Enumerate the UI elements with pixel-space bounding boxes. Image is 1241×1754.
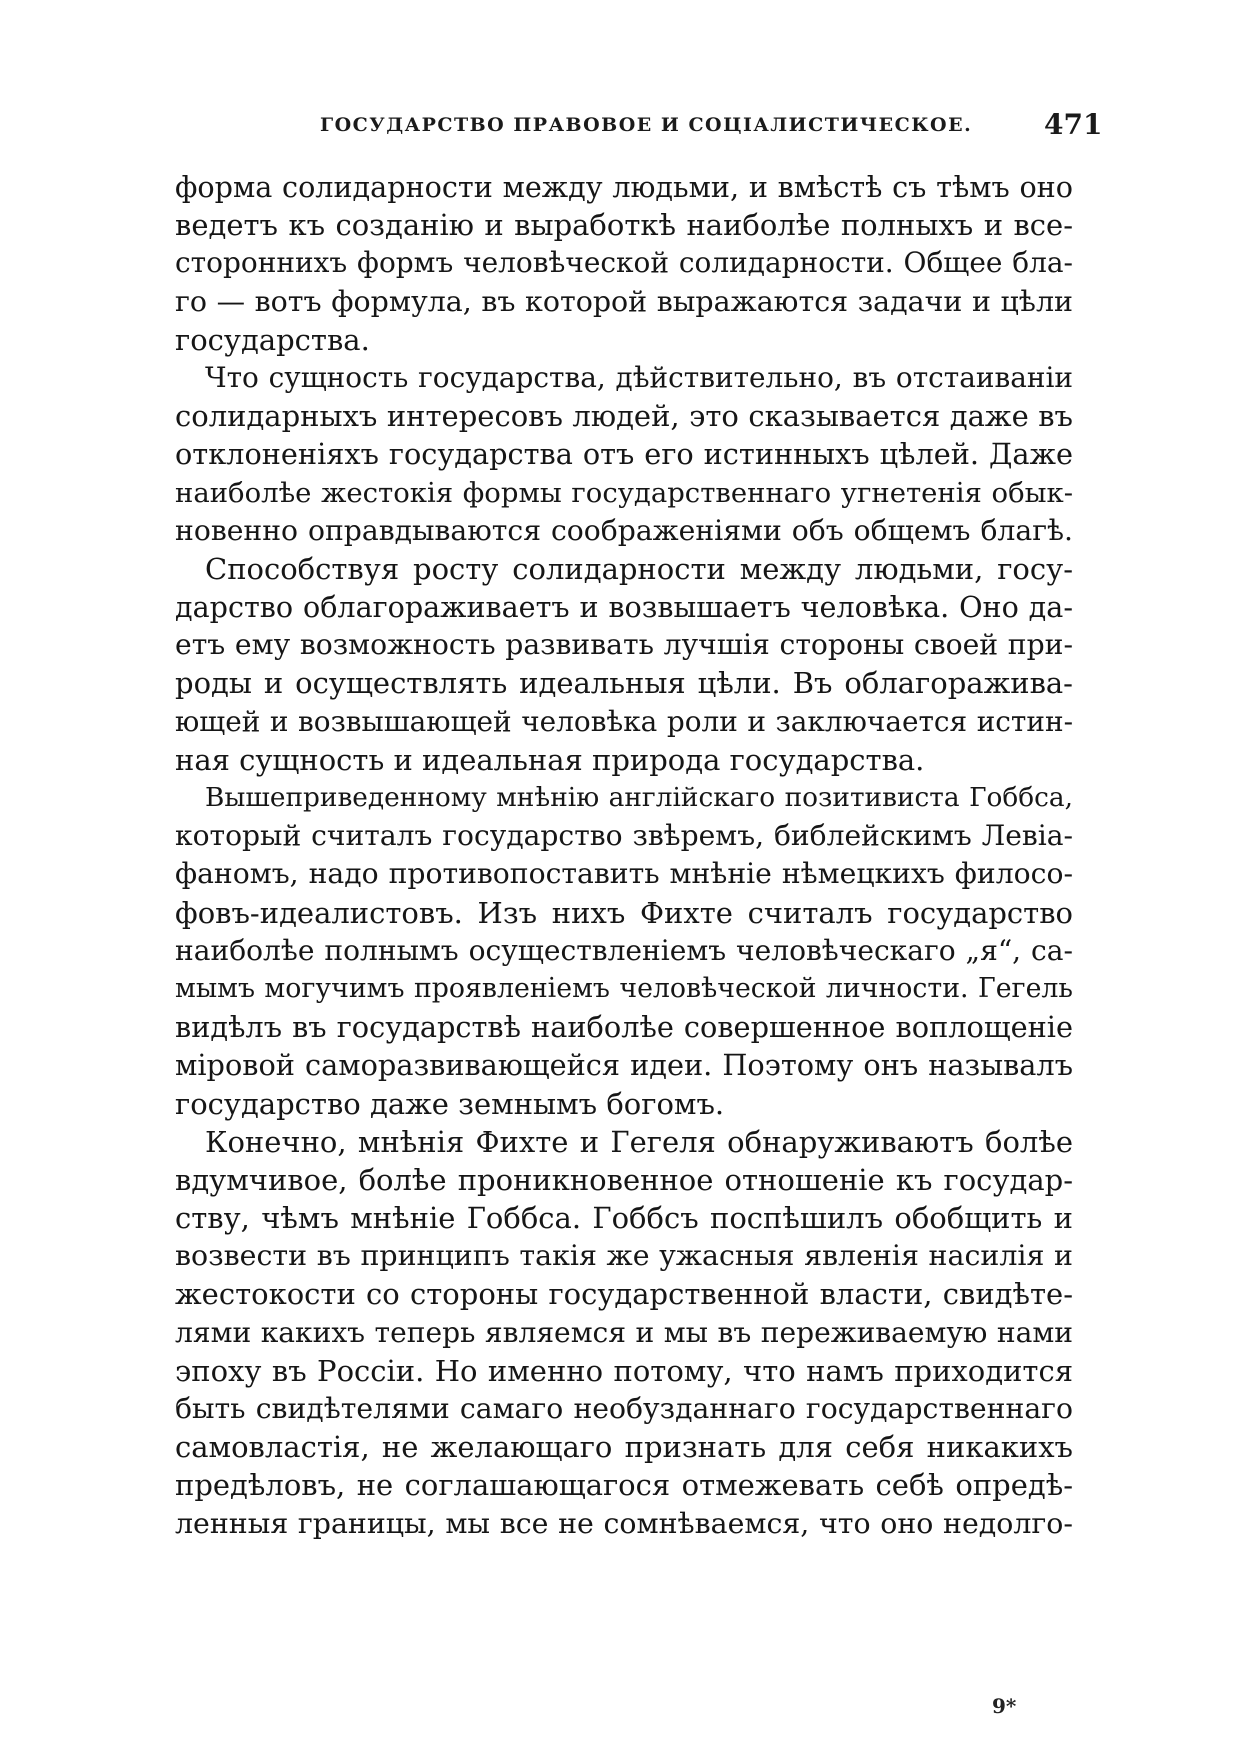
text-line: мымъ могучимъ проявленіемъ человѣческой личности. Гегель [175,972,1073,1004]
text-line: который считалъ государство звѣремъ, библейскимъ Левіа- [175,819,1073,853]
text-line: фовъ-идеалистовъ. Изъ нихъ Фихте считалъ государство [175,895,1073,930]
text-line: видѣлъ въ государствѣ наиболѣе совершенное воплощеніе [175,1010,1073,1045]
text-line: Что сущность государства, дѣйствительно, въ отстаиваніи [205,360,1073,394]
page-number: 471 [1044,108,1103,141]
text-line: государства. [175,322,370,357]
text-line: наиболѣе жестокія формы государственнаго угнетенія обык- [175,476,1073,509]
text-line: предѣловъ, не соглашающагося отмежевать себѣ опредѣ- [175,1468,1073,1503]
text-line: ленныя границы, мы все не сомнѣваемся, что оно недолго- [175,1506,1073,1540]
text-line: быть свидѣтелями самаго необузданнаго государственнаго [175,1392,1073,1425]
text-line: го — вотъ формула, въ которой выражаются задачи и цѣли [175,284,1073,318]
text-line: ству, чѣмъ мнѣніе Гоббса. Гоббсъ поспѣшилъ обобщить и [175,1201,1073,1236]
signature-mark: 9* [992,1694,1017,1718]
text-line: Конечно, мнѣнія Фихте и Гегеля обнаруживаютъ болѣе [205,1124,1073,1159]
body-text [175,168,1073,1543]
text-line: лями какихъ теперь являемся и мы въ переживаемую нами [175,1315,1073,1349]
text-line: самовластія, не желающаго признать для себя никакихъ [175,1430,1073,1465]
text-line: вдумчивое, болѣе проникновенное отношеніе къ государ- [175,1162,1073,1197]
text-line: ющей и возвышающей человѣка роли и заключается истин- [175,704,1073,738]
text-line: ная сущность и идеальная природа государства. [175,742,925,777]
text-line: дарство облагораживаетъ и возвышаетъ человѣка. Оно да- [175,590,1073,625]
text-line: возвести въ принципъ такія же ужасныя явленія насилія и [175,1239,1073,1273]
text-line: солидарныхъ интересовъ людей, это сказывается даже въ [175,399,1073,434]
text-line: роды и осуществлять идеальныя цѣли. Въ облагоражива- [175,666,1073,701]
text-line: отклоненіяхъ государства отъ его истинныхъ цѣлей. Даже [175,437,1073,472]
text-line: новенно оправдываются соображеніями объ общемъ благѣ. [175,513,1073,547]
text-line: міровой саморазвивающейся идеи. Поэтому онъ называлъ [175,1048,1073,1083]
text-line: Способствуя росту солидарности между людьми, госу- [205,551,1073,586]
text-line: етъ ему возможность развивать лучшія стороны своей при- [175,628,1073,662]
text-line: государство даже земнымъ богомъ. [175,1086,725,1121]
running-title: ГОСУДАРСТВО ПРАВОВОЕ И СОЦІАЛИСТИЧЕСКОЕ. [320,114,973,136]
text-line: эпоху въ Россіи. Но именно потому, что намъ приходится [175,1353,1073,1388]
text-line: жестокости со стороны государственной власти, свидѣте- [175,1277,1073,1312]
text-line: Вышеприведенному мнѣнію англійскаго позитивиста Гоббса, [205,783,1073,813]
text-line: ведетъ къ созданію и выработкѣ наиболѣе полныхъ и все- [175,208,1073,243]
text-line: наиболѣе полнымъ осуществленіемъ человѣческаго „я“, са- [175,933,1073,967]
text-line: стороннихъ формъ человѣческой солидарности. Общее бла- [175,246,1073,280]
text-line: фаномъ, надо противопоставить мнѣніе нѣмецкихъ филосо- [175,857,1073,891]
text-line: форма солидарности между людьми, и вмѣстѣ съ тѣмъ оно [175,170,1073,204]
